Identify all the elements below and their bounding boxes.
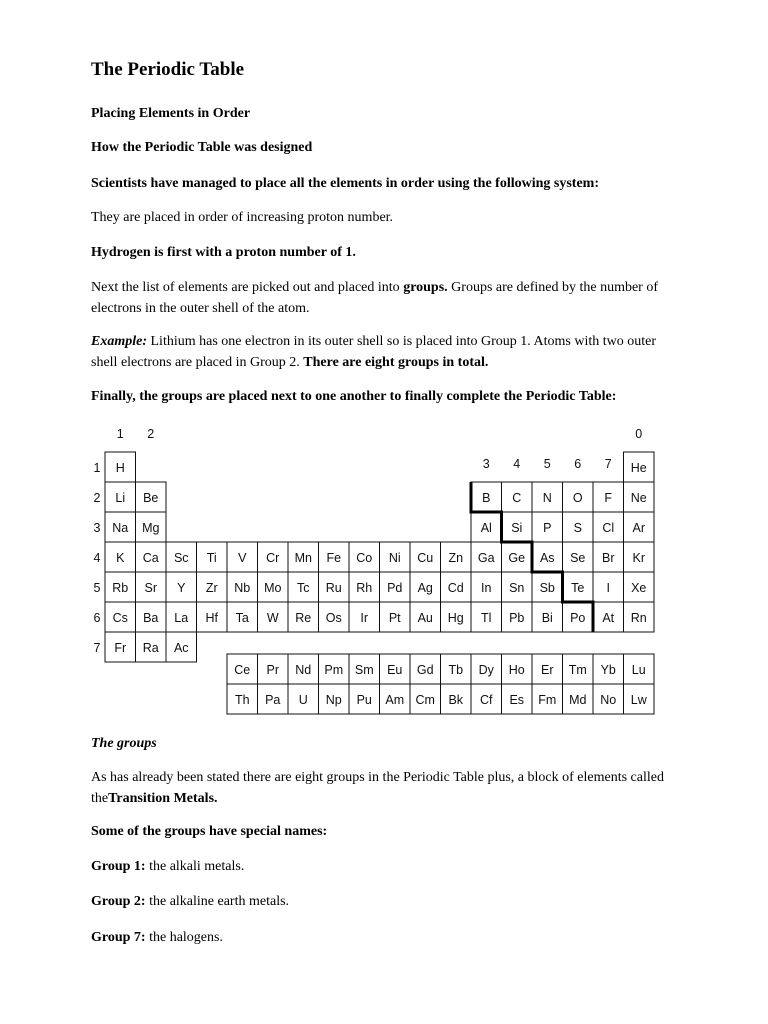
groups-para-part1: Next the list of elements are picked out and placed into	[91, 280, 404, 295]
element-symbol: Fe	[326, 551, 342, 565]
group-7-label: Group 7:	[91, 930, 146, 945]
element-symbol: Nd	[295, 663, 312, 677]
group-number-label: 1	[116, 427, 124, 441]
groups-para-part2: Groups are defined by the number of electrons in the outer shell of the atom.	[91, 280, 658, 316]
groups-para-bold: groups.	[403, 280, 448, 295]
element-symbol: O	[572, 491, 583, 505]
element-symbol: Rb	[112, 581, 129, 595]
element-symbol: Na	[112, 521, 129, 535]
transition-metals-label: Transition Metals.	[108, 791, 218, 806]
element-symbol: Pt	[388, 611, 401, 625]
hydrogen-statement: Hydrogen is first with a proton number of 1.	[91, 245, 356, 260]
group-2-line	[91, 891, 691, 912]
element-symbol: Kr	[632, 551, 645, 565]
element-symbol: Am	[385, 693, 405, 707]
group-2-name: the alkaline earth metals.	[145, 894, 290, 909]
element-symbol: V	[238, 551, 247, 565]
element-symbol: W	[266, 611, 279, 625]
element-symbol: Zr	[205, 581, 218, 595]
element-symbol: Cd	[447, 581, 464, 595]
group-number-label: 4	[513, 457, 521, 471]
period-number-label: 3	[93, 521, 101, 535]
element-symbol: Y	[177, 581, 186, 595]
element-symbol: Rn	[630, 611, 647, 625]
element-symbol: Rh	[356, 581, 373, 595]
element-symbol: Ni	[388, 551, 401, 565]
period-number-label: 1	[93, 461, 101, 475]
element-symbol: Mo	[264, 581, 282, 595]
period-number-label: 7	[93, 641, 101, 655]
element-symbol: Be	[143, 491, 159, 505]
element-symbol: Ac	[173, 641, 189, 655]
element-symbol: Ru	[325, 581, 342, 595]
element-symbol: In	[481, 581, 492, 595]
element-symbol: Cl	[602, 521, 615, 535]
element-symbol: Ti	[206, 551, 217, 565]
element-symbol: Ar	[632, 521, 645, 535]
page-title: The Periodic Table	[91, 59, 245, 80]
element-symbol: Sn	[509, 581, 525, 595]
element-symbol: Re	[295, 611, 312, 625]
element-symbol: Th	[234, 693, 250, 707]
element-symbol: Po	[570, 611, 586, 625]
group-7-name: the halogens.	[145, 930, 223, 945]
groups-paragraph	[91, 277, 671, 319]
element-symbol: Fm	[538, 693, 557, 707]
element-symbol: Ho	[508, 663, 525, 677]
element-symbol: Er	[541, 663, 554, 677]
element-symbol: Sb	[539, 581, 555, 595]
element-symbol: H	[115, 461, 125, 475]
groups-stated-paragraph	[91, 767, 671, 809]
element-symbol: Dy	[478, 663, 494, 677]
element-symbol: Pu	[356, 693, 372, 707]
group-number-label: 3	[482, 457, 490, 471]
element-symbol: Os	[325, 611, 342, 625]
element-symbol: K	[116, 551, 125, 565]
element-symbol: Pb	[509, 611, 525, 625]
element-symbol: Sr	[144, 581, 157, 595]
group-number-label: 6	[574, 457, 582, 471]
element-symbol: Tc	[297, 581, 310, 595]
group-1-label: Group 1:	[91, 859, 146, 874]
group-1-name: the alkali metals.	[145, 859, 245, 874]
element-symbol: B	[482, 491, 491, 505]
element-symbol: Pr	[266, 663, 279, 677]
group-number-label: 7	[604, 457, 612, 471]
groups-heading: The groups	[91, 736, 157, 751]
period-number-label: 6	[93, 611, 101, 625]
element-symbol: Sc	[173, 551, 189, 565]
element-symbol: Ce	[234, 663, 251, 677]
example-paragraph	[91, 331, 671, 373]
element-symbol: Pa	[265, 693, 281, 707]
element-symbol: Lu	[631, 663, 646, 677]
element-symbol: No	[600, 693, 617, 707]
element-symbol: Si	[511, 521, 523, 535]
element-symbol: Cf	[480, 693, 493, 707]
element-symbol: Li	[115, 491, 126, 505]
element-symbol: Np	[325, 693, 342, 707]
element-symbol: Md	[569, 693, 587, 707]
finally-statement: Finally, the groups are placed next to one another to finally complete the Periodic Table:	[91, 389, 617, 404]
group-number-label: 0	[635, 427, 643, 441]
element-symbol: Ne	[630, 491, 647, 505]
element-symbol: Ir	[360, 611, 369, 625]
element-symbol: Cm	[415, 693, 435, 707]
element-symbol: Ge	[508, 551, 526, 565]
example-bold: There are eight groups in total.	[303, 355, 489, 370]
element-symbol: F	[604, 491, 613, 505]
element-symbol: Tb	[448, 663, 464, 677]
design-heading: How the Periodic Table was designed	[91, 140, 313, 155]
element-symbol: La	[174, 611, 189, 625]
group-2-label: Group 2:	[91, 894, 146, 909]
element-symbol: Cs	[112, 611, 128, 625]
period-number-label: 2	[93, 491, 101, 505]
element-symbol: Tl	[481, 611, 492, 625]
element-symbol: U	[298, 693, 308, 707]
period-number-label: 5	[93, 581, 101, 595]
element-symbol: Ba	[143, 611, 159, 625]
element-symbol: Hf	[205, 611, 218, 625]
element-symbol: Cr	[266, 551, 280, 565]
element-symbol: Se	[570, 551, 586, 565]
special-names-heading: Some of the groups have special names:	[91, 824, 328, 839]
element-symbol: Lw	[630, 693, 647, 707]
element-symbol: Xe	[631, 581, 647, 595]
element-symbol: P	[543, 521, 552, 535]
element-symbol: Ga	[477, 551, 495, 565]
element-symbol: Pm	[324, 663, 344, 677]
element-symbol: Bk	[448, 693, 464, 707]
element-symbol: Mg	[142, 521, 160, 535]
period-number-label: 4	[93, 551, 101, 565]
element-symbol: Nb	[234, 581, 251, 595]
element-symbol: Cu	[417, 551, 434, 565]
element-symbol: At	[602, 611, 615, 625]
element-symbol: Br	[602, 551, 615, 565]
element-symbol: He	[630, 461, 647, 475]
element-symbol: Tm	[568, 663, 587, 677]
element-symbol: Eu	[387, 663, 403, 677]
element-symbol: Hg	[447, 611, 464, 625]
element-symbol: Yb	[600, 663, 616, 677]
element-symbol: Co	[356, 551, 373, 565]
section-subtitle: Placing Elements in Order	[91, 106, 251, 121]
order-statement: They are placed in order of increasing proton number.	[91, 210, 394, 225]
example-label: Example:	[91, 334, 147, 349]
element-symbol: Fr	[114, 641, 127, 655]
element-symbol: N	[542, 491, 552, 505]
element-symbol: Zn	[448, 551, 464, 565]
element-symbol: Sm	[354, 663, 374, 677]
element-symbol: Al	[480, 521, 492, 535]
group-number-label: 2	[147, 427, 155, 441]
element-symbol: Ta	[235, 611, 249, 625]
element-symbol: Te	[571, 581, 585, 595]
element-symbol: Ca	[142, 551, 159, 565]
element-symbol: Pd	[387, 581, 403, 595]
element-symbol: Mn	[294, 551, 312, 565]
system-intro: Scientists have managed to place all the elements in order using the following system:	[91, 176, 599, 191]
groups-stated-text: As has already been stated there are eight groups in the Periodic Table plus, a block of elements called the	[91, 770, 664, 806]
element-symbol: S	[573, 521, 582, 535]
element-symbol: Ag	[417, 581, 433, 595]
element-symbol: I	[606, 581, 610, 595]
element-symbol: As	[539, 551, 555, 565]
group-number-label: 5	[543, 457, 551, 471]
example-text: Lithium has one electron in its outer shell so is placed into Group 1. Atoms with two outer shell electrons are placed in Group 2.	[91, 334, 656, 370]
element-symbol: Ra	[142, 641, 159, 655]
element-symbol: C	[512, 491, 522, 505]
element-symbol: Bi	[541, 611, 553, 625]
element-symbol: Es	[509, 693, 525, 707]
element-symbol: Au	[417, 611, 433, 625]
element-symbol: Gd	[416, 663, 434, 677]
group-1-line	[91, 856, 691, 877]
group-7-line	[91, 927, 691, 948]
periodic-table-figure	[88, 422, 678, 722]
